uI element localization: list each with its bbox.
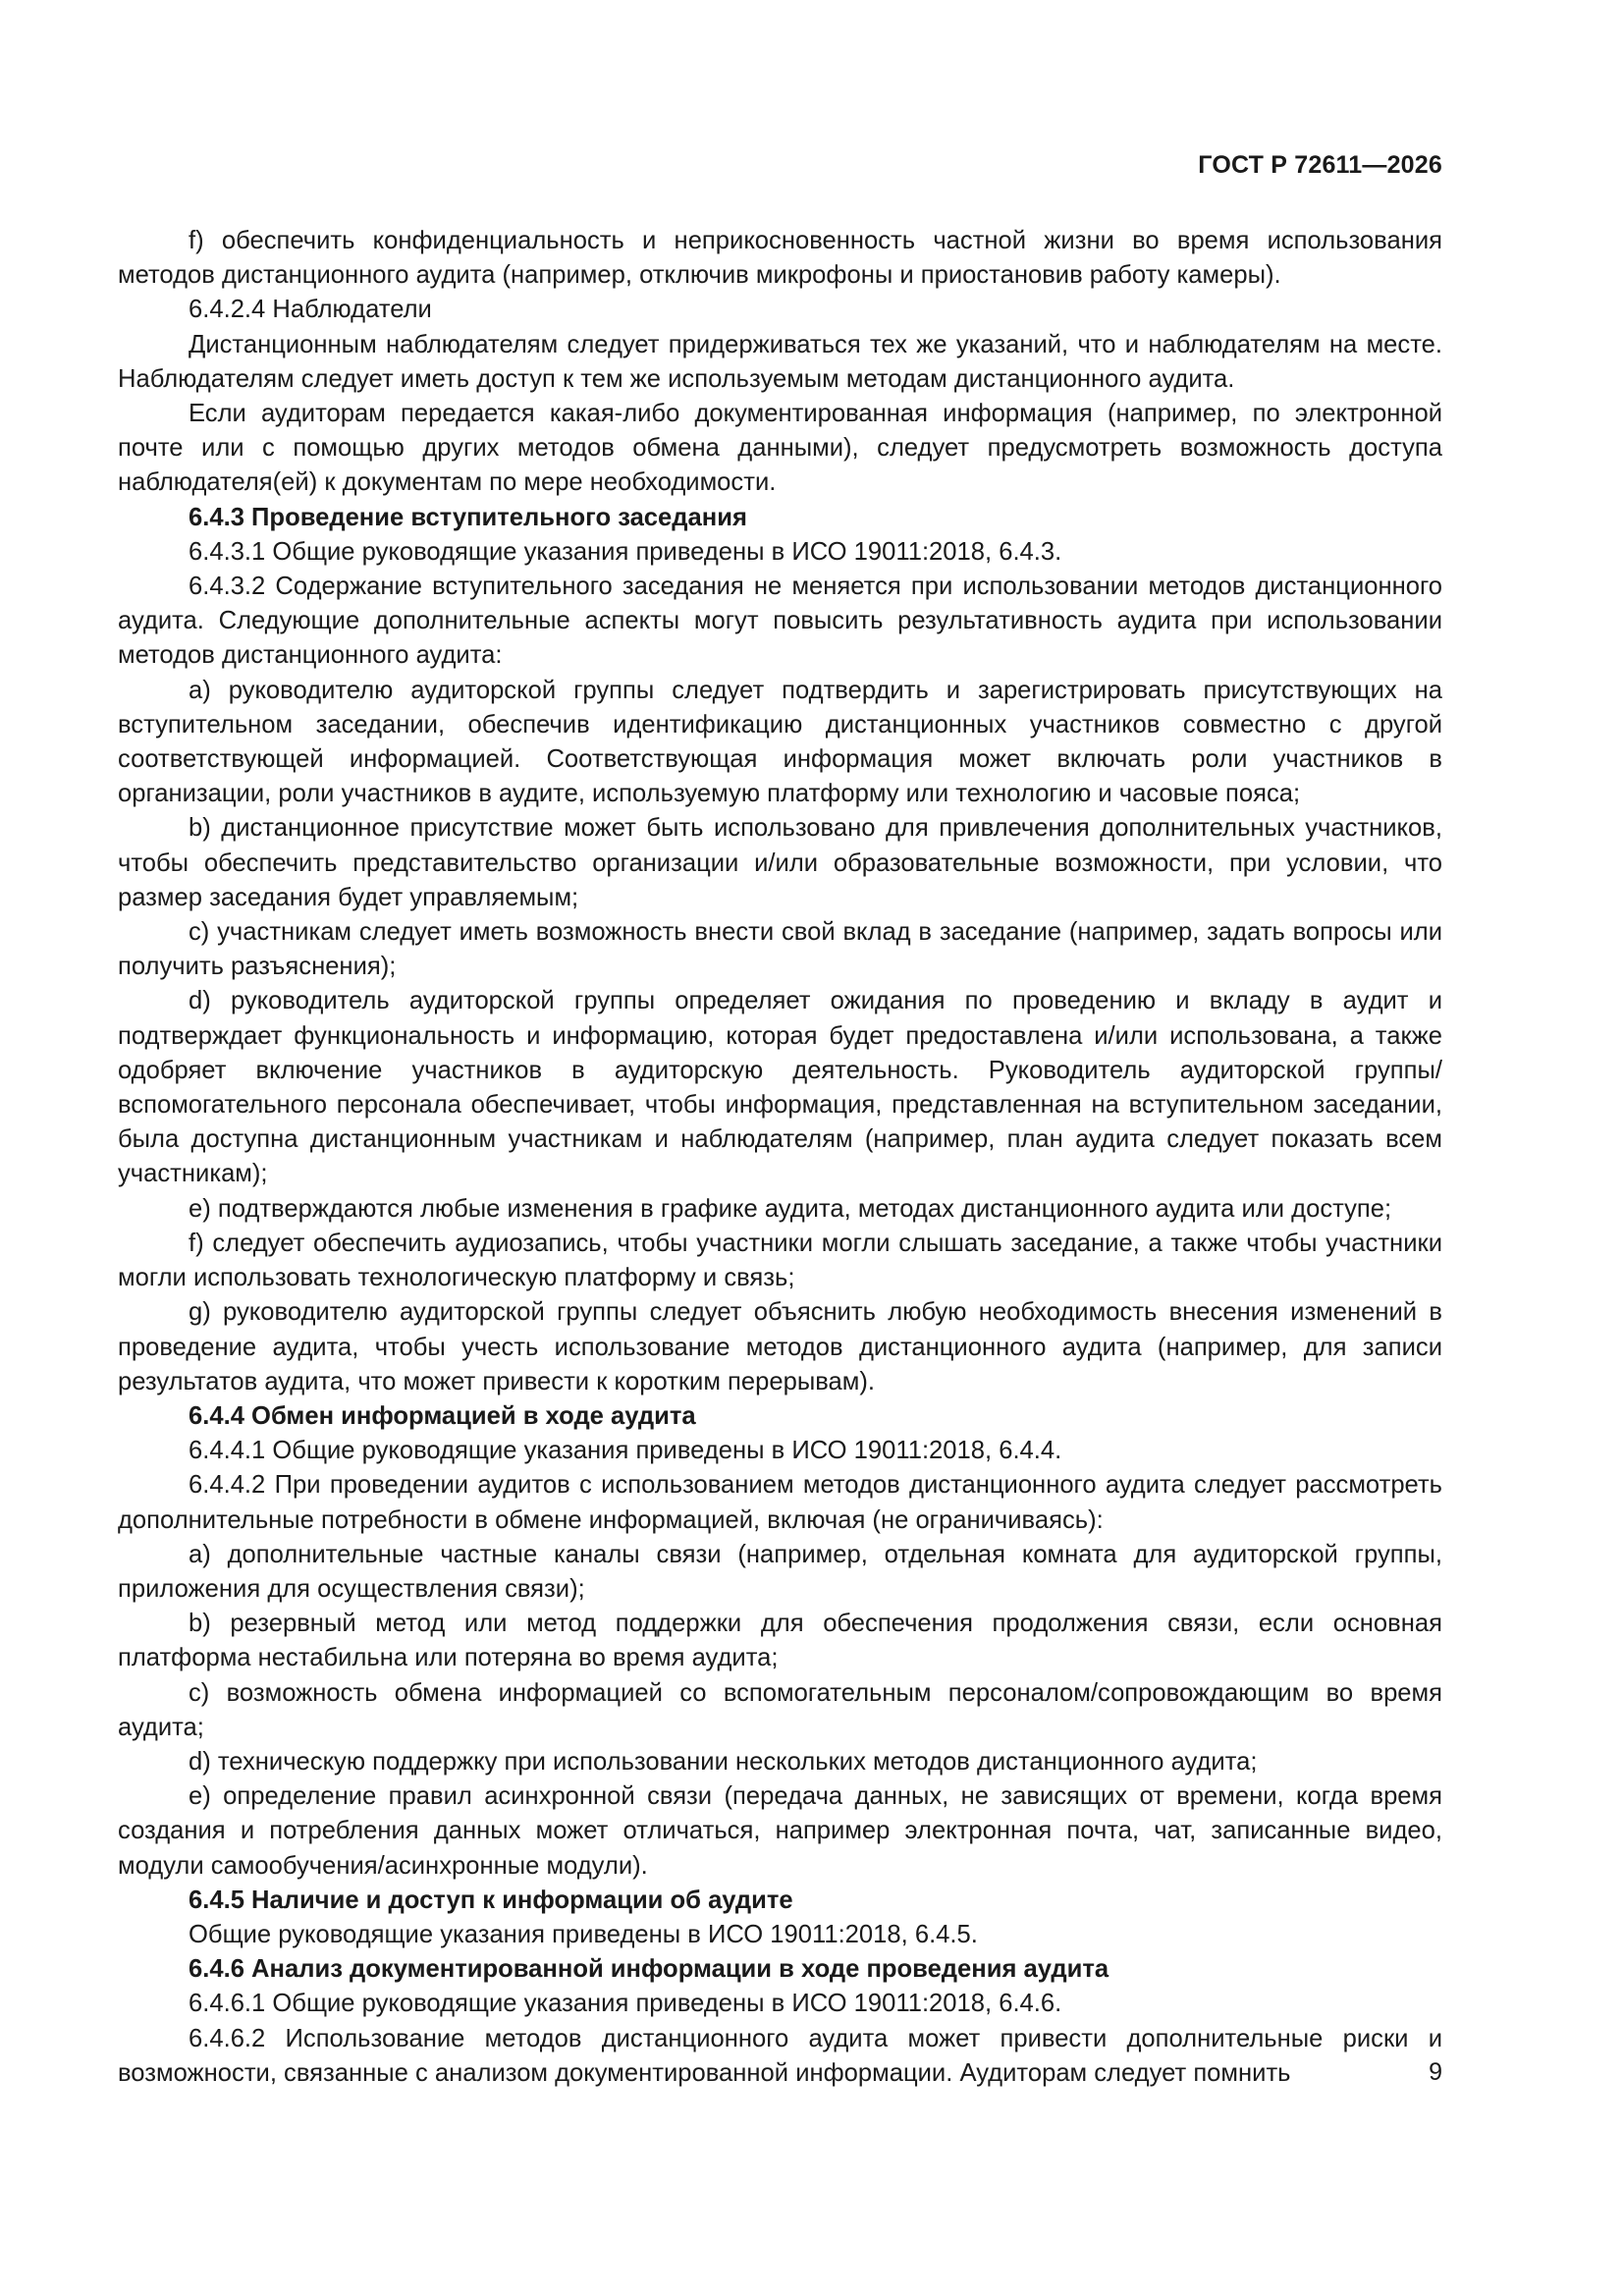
- paragraph: 6.4.6.2 Использование методов дистанционного аудита может привести дополнительные риски и возможности, связанные с анализом документированной информации. Аудиторам следует помнить: [118, 2024, 1442, 2087]
- section-heading: 6.4.5 Наличие и доступ к информации об аудите: [189, 1886, 793, 1914]
- list-item: c) возможность обмена информацией со вспомогательным персоналом/сопровождающим во время аудита;: [118, 1678, 1442, 1741]
- list-item: d) руководитель аудиторской группы определяет ожидания по проведению и вкладу в аудит и подтверждает функциональность и информацию, которая будет предоставлена и/или использована, а также одобряет включение участников в аудиторскую деятельность. Руководитель аудиторской группы/вспомогательного персонала обеспечивает, чтобы информация, представленная на вступительном заседании, была доступна дистанционным участникам и наблюдателям (например, план аудита следует показать всем участникам);: [118, 987, 1442, 1188]
- section-heading: 6.4.4 Обмен информацией в ходе аудита: [189, 1401, 696, 1430]
- list-item: a) руководителю аудиторской группы следует подтвердить и зарегистрировать присутствующих на вступительном заседании, обеспечив идентификацию дистанционных участников совместно с другой соответствующей информацией. Соответствующая информация может включать роли участников в организации, роли участников в аудите, используемую платформу или технологию и часовые пояса;: [118, 676, 1442, 808]
- list-item: c) участникам следует иметь возможность внести свой вклад в заседание (например, задать вопросы или получить разъяснения);: [118, 918, 1442, 981]
- list-item: f) следует обеспечить аудиозапись, чтобы участники могли слышать заседание, а также чтобы участники могли использовать технологическую платформу и связь;: [118, 1229, 1442, 1292]
- paragraph: 6.4.2.4 Наблюдатели: [189, 296, 432, 324]
- section-heading: 6.4.6 Анализ документированной информации в ходе проведения аудита: [189, 1955, 1109, 1984]
- list-item: g) руководителю аудиторской группы следует объяснить любую необходимость внесения изменений в проведение аудита, чтобы учесть использование методов дистанционного аудита (например, для записи результатов аудита, что может привести к коротким перерывам).: [118, 1298, 1442, 1395]
- paragraph: Общие руководящие указания приведены в ИСО 19011:2018, 6.4.5.: [189, 1920, 978, 1948]
- list-item: b) резервный метод или метод поддержки для обеспечения продолжения связи, если основная платформа нестабильна или потеряна во время аудита;: [118, 1610, 1442, 1672]
- page-header-standard: ГОСТ Р 72611—2026: [1198, 151, 1442, 179]
- paragraph: Дистанционным наблюдателям следует придерживаться тех же указаний, что и наблюдателям на месте. Наблюдателям следует иметь доступ к тем же используемым методам дистанционного аудита.: [118, 330, 1442, 393]
- list-item: e) определение правил асинхронной связи (передача данных, не зависящих от времени, когда время создания и потребления данных может отличаться, например электронная почта, чат, записанные видео, модули самообучения/асинхронные модули).: [118, 1782, 1442, 1880]
- list-item: a) дополнительные частные каналы связи (например, отдельная комната для аудиторской группы, приложения для осуществления связи);: [118, 1540, 1442, 1603]
- paragraph: 6.4.4.1 Общие руководящие указания приведены в ИСО 19011:2018, 6.4.4.: [189, 1437, 1062, 1465]
- paragraph: 6.4.3.2 Содержание вступительного заседания не меняется при использовании методов дистанционного аудита. Следующие дополнительные аспекты могут повысить результативность аудита при использовании методов дистанционного аудита:: [118, 573, 1442, 670]
- list-item: b) дистанционное присутствие может быть использовано для привлечения дополнительных участников, чтобы обеспечить представительство организации и/или образовательные возможности, при условии, что размер заседания будет управляемым;: [118, 814, 1442, 911]
- paragraph: Если аудиторам передается какая-либо документированная информация (например, по электронной почте или с помощью других методов обмена данными), следует предусмотреть возможность доступа наблюдателя(ей) к документам по мере необходимости.: [118, 400, 1442, 497]
- page-number: 9: [1429, 2058, 1442, 2086]
- list-item: e) подтверждаются любые изменения в графике аудита, методах дистанционного аудита или доступе;: [189, 1194, 1392, 1223]
- section-heading: 6.4.3 Проведение вступительного заседания: [189, 503, 747, 531]
- paragraph: 6.4.6.1 Общие руководящие указания приведены в ИСО 19011:2018, 6.4.6.: [189, 1990, 1062, 2018]
- paragraph: f) обеспечить конфиденциальность и неприкосновенность частной жизни во время использования методов дистанционного аудита (например, отключив микрофоны и приостановив работу камеры).: [118, 227, 1442, 290]
- list-item: d) техническую поддержку при использовании нескольких методов дистанционного аудита;: [189, 1747, 1258, 1776]
- document-body: [118, 224, 1442, 2091]
- paragraph: 6.4.4.2 При проведении аудитов с использованием методов дистанционного аудита следует рассмотреть дополнительные потребности в обмене информацией, включая (не ограничиваясь):: [118, 1471, 1442, 1534]
- paragraph: 6.4.3.1 Общие руководящие указания приведены в ИСО 19011:2018, 6.4.3.: [189, 537, 1062, 566]
